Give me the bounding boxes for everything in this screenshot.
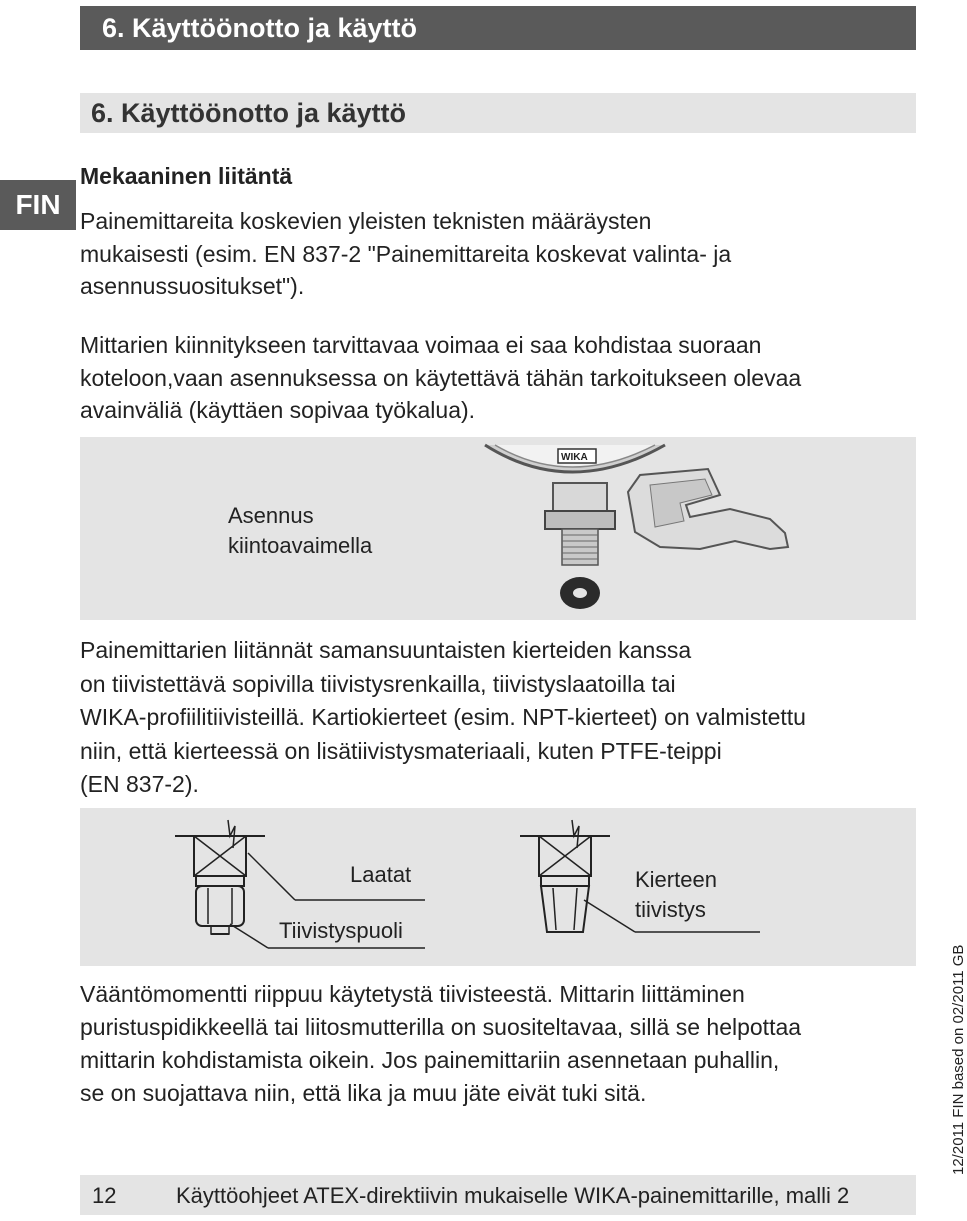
subsection-heading: Mekaaninen liitäntä xyxy=(80,163,293,189)
label-flats: Laatat xyxy=(350,862,412,887)
tapered-thread-fitting xyxy=(520,820,610,932)
paragraph-standards: Painemittareita koskevien yleisten teknisten määräysten mukaisesti (esim. EN 837-2 "Painemittareita koskevat valinta- ja asennussuositukset"). xyxy=(80,208,732,299)
sealing-diagram xyxy=(80,808,916,966)
chapter-header-bar xyxy=(80,6,916,50)
section-title: 6. Käyttöönotto ja käyttö xyxy=(91,98,407,128)
parallel-thread-fitting xyxy=(175,820,265,934)
open-end-wrench xyxy=(628,469,788,549)
paragraph-thread-sealing: Painemittarien liitännät samansuuntaisten kierteiden kanssa on tiivistettävä sopivilla tiivistysrenkailla, tiivistyslaatoilla tai WIKA-profiilitiivisteillä. Kartiokierteet (esim. NPT-kierteet) on valmistettu niin, että kierteessä on lisätiivistysmateriaali, kuten PTFE-teippi (EN 837-2). xyxy=(80,637,806,797)
hex-flats xyxy=(545,511,615,529)
wrench-mounting-figure xyxy=(80,437,916,620)
gauge-socket xyxy=(553,483,607,511)
gauge-wrench-illustration xyxy=(80,437,916,620)
wika-logo-text: WIKA xyxy=(561,452,588,463)
wrench-caption: Asennus kiintoavaimella xyxy=(228,503,373,558)
paragraph-mounting-force: Mittarien kiinnitykseen tarvittavaa voimaa ei saa kohdistaa suoraan koteloon,vaan asennuksessa on käytettävä tähän tarkoitukseen olevaa avainväliä (käyttäen sopivaa työkalua). xyxy=(80,332,802,423)
sealing-diagram-figure xyxy=(80,808,916,966)
page-footer xyxy=(80,1175,916,1215)
label-thread-seal: Kierteen tiivistys xyxy=(635,867,717,922)
language-tab: FIN xyxy=(0,180,76,230)
footer-title: Käyttöohjeet ATEX-direktiivin mukaiselle WIKA-painemittarille, malli 2 xyxy=(176,1183,850,1208)
document-version-code: 12/2011 FIN based on 02/2011 GB xyxy=(950,944,967,1175)
leader-sealing-face xyxy=(230,924,268,948)
label-sealing-face: Tiivistyspuoli xyxy=(279,918,403,943)
chapter-title: 6. Käyttöönotto ja käyttö xyxy=(102,13,418,43)
leader-thread-seal xyxy=(584,900,635,932)
page-number: 12 xyxy=(92,1183,117,1208)
section-title-bar xyxy=(80,93,916,133)
paragraph-torque: Vääntömomentti riippuu käytetystä tiivisteestä. Mittarin liittäminen puristuspidikkeellä tai liitosmutterilla on suositeltavaa, sillä se helpottaa mittarin kohdistamista oikein. Jos painemittariin asennetaan puhallin, se on suojattava niin, että lika ja muu jäte eivät tuki sitä. xyxy=(80,981,802,1106)
leader-flats xyxy=(248,853,295,900)
